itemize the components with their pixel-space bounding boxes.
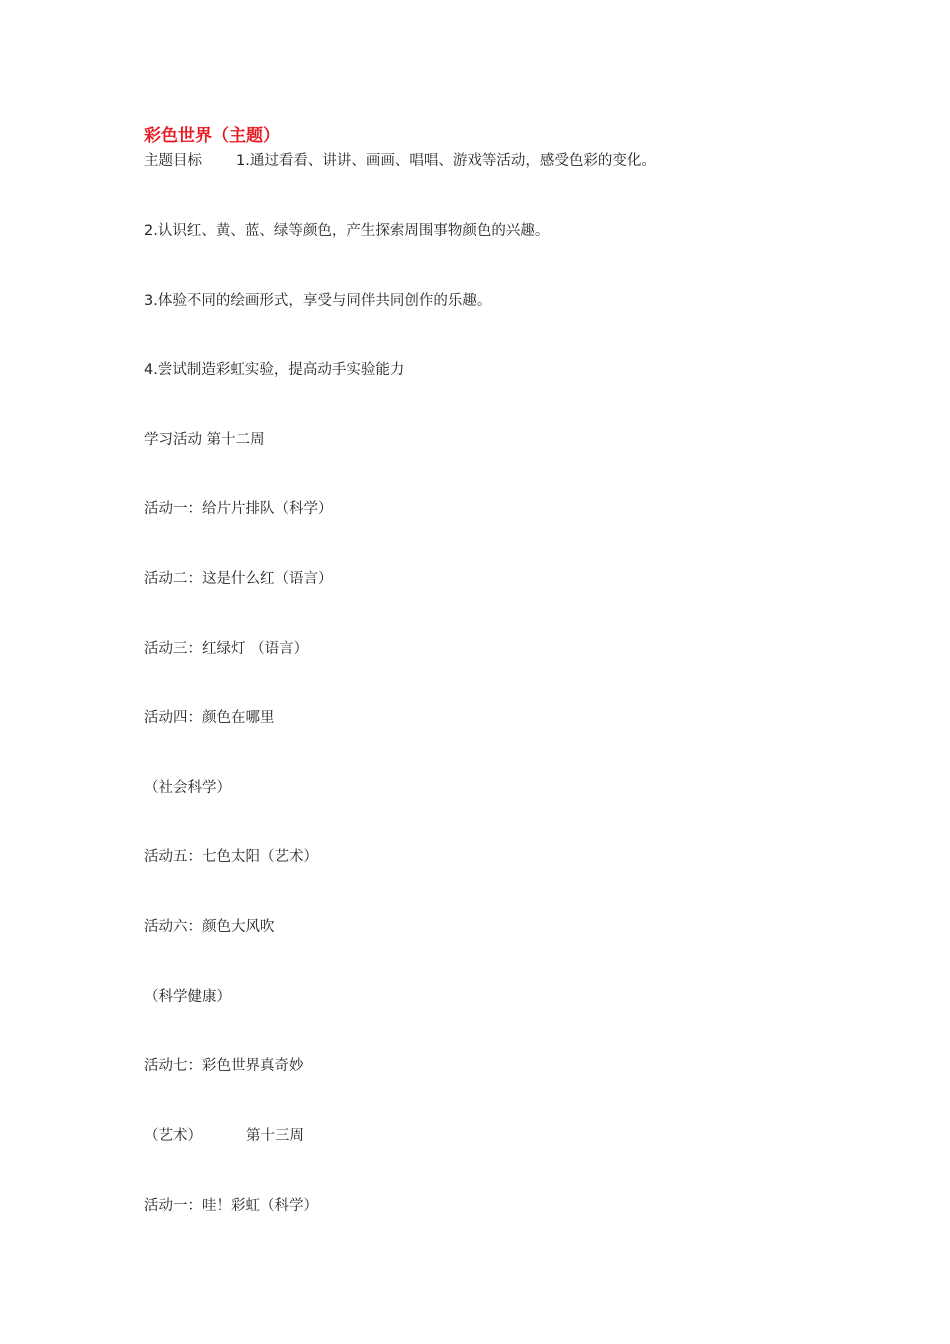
document-title: 彩色世界（主题） (144, 126, 280, 146)
goal-item-1: 1.通过看看、讲讲、画画、唱唱、游戏等活动，感受色彩的变化。 (236, 153, 656, 169)
activity-item: 活动一：给片片排队（科学） (144, 501, 333, 517)
activity-item: 活动四：颜色在哪里 (144, 710, 275, 726)
activity-item: 活动七：彩色世界真奇妙 (144, 1058, 304, 1074)
goal-item-3: 3.体验不同的绘画形式，享受与同伴共同创作的乐趣。 (144, 293, 492, 309)
activity-item: 活动二：这是什么红（语言） (144, 571, 333, 587)
activity-subject: （艺术） (144, 1128, 202, 1144)
activity-item: 活动三：红绿灯 （语言） (144, 641, 309, 657)
goal-item-2: 2.认识红、黄、蓝、绿等颜色，产生探索周围事物颜色的兴趣。 (144, 223, 550, 239)
activities-header: 学习活动 第十二周 (144, 432, 265, 448)
goals-line-1 (144, 150, 656, 172)
week13-line (144, 1125, 304, 1147)
week13-label: 第十三周 (246, 1128, 304, 1144)
activity-subject: （科学健康） (144, 989, 231, 1005)
activity-item: 活动五：七色太阳（艺术） (144, 849, 318, 865)
goals-label: 主题目标 (144, 153, 202, 169)
activity-subject: （社会科学） (144, 780, 231, 796)
activity-item: 活动一：哇！彩虹（科学） (144, 1198, 318, 1214)
goal-item-4: 4.尝试制造彩虹实验，提高动手实验能力 (144, 362, 405, 378)
activity-item: 活动六：颜色大风吹 (144, 919, 275, 935)
